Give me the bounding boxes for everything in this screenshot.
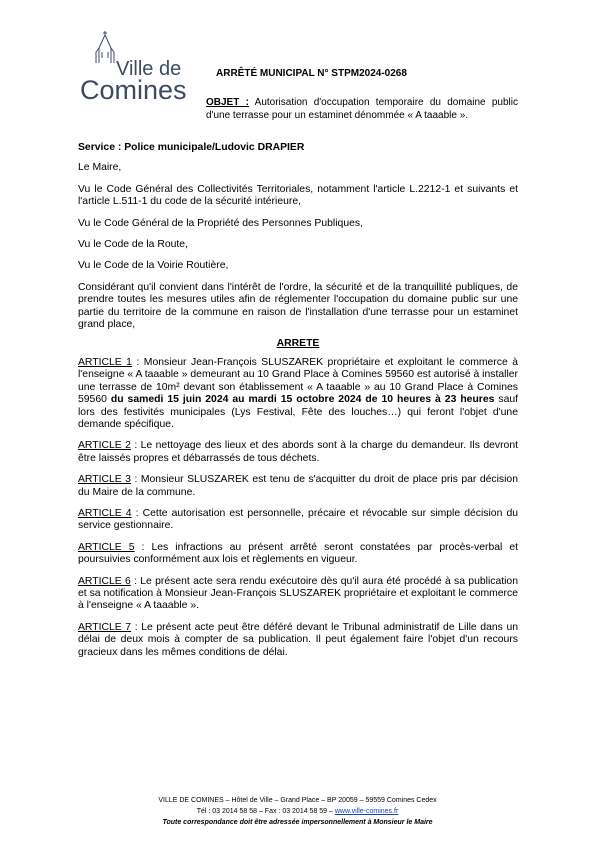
article-3 bbox=[78, 474, 518, 499]
vu-cgppp: Vu le Code Général de la Propriété des Personnes Publiques, bbox=[78, 217, 363, 229]
article-text: : Le présent acte sera rendu exécutoire dès qu'il aura été procédé à sa publication et sa notification à Monsieur Jean-François SLUSZAREK propriétaire et exploitant le commerce à l'enseigne « A taaable ». bbox=[78, 575, 518, 612]
article-text: : Monsieur Jean-François SLUSZAREK propriétaire et exploitant le commerce à l'enseigne « A taaable » demeurant au 10 Grand Place à Comines 59560 est autorisé à installer une terrasse de 10m² devant son établissement « A taaable » au 10 Grand Place à Comines 59560 bbox=[78, 356, 518, 406]
vu-cgct: Vu le Code Général des Collectivités Territoriales, notamment l'article L.2212-1 et suivants et l'article L.511-1 du code de la sécurité intérieure, bbox=[78, 183, 518, 208]
decree-body bbox=[78, 142, 518, 668]
footer-contact bbox=[0, 806, 595, 817]
article-text: : Cette autorisation est personnelle, précaire et révocable sur simple décision du service gestionnaire. bbox=[78, 507, 519, 532]
article-label: ARTICLE 3 bbox=[78, 474, 131, 486]
subject-label: OBJET : bbox=[206, 97, 249, 108]
article-text: : Le présent acte peut être déféré devant le Tribunal administratif de Lille dans un délai de deux mois à compter de sa publication. Il peut également faire l'objet d'un recours gracieux dans les mêmes conditions de délai. bbox=[78, 621, 519, 658]
footer-address: VILLE DE COMINES – Hôtel de Ville – Grand Place – BP 20059 – 59559 Comines Cedex bbox=[158, 797, 437, 804]
article-label: ARTICLE 5 bbox=[78, 541, 135, 553]
article-text: : Les infractions au présent arrêté seront constatées par procès-verbal et poursuivies conformément aux lois et règlements en vigueur. bbox=[78, 541, 519, 566]
logo-ville-de: Ville de bbox=[116, 58, 182, 80]
article-text: : Le nettoyage des lieux et des abords sont à la charge du demandeur. Ils devront être laissés propres et débarrassés de tous déchets. bbox=[78, 440, 518, 464]
article-label: ARTICLE 4 bbox=[78, 507, 132, 519]
church-steeple-icon bbox=[92, 30, 118, 64]
considerant: Considérant qu'il convient dans l'intérêt de l'ordre, la sécurité et de la tranquillité publiques, de prendre toutes les mesures utiles afin de réglementer l'occupation du domaine public sur une partie du territoire de la commune en raison de l'installation d'une terrasse pour un estaminet grand place, bbox=[78, 281, 518, 331]
logo-comines: Comines bbox=[80, 75, 187, 105]
article-text: : Monsieur SLUSZAREK est tenu de s'acquitter du droit de place pris par décision du Maire de la commune. bbox=[78, 474, 518, 498]
article-label: ARTICLE 2 bbox=[78, 440, 131, 452]
article-label: ARTICLE 7 bbox=[78, 621, 132, 633]
article-5 bbox=[78, 542, 518, 567]
decree-title: ARRÊTÉ MUNICIPAL N° STPM2024-0268 bbox=[216, 68, 407, 79]
le-maire: Le Maire, bbox=[78, 162, 122, 174]
article-1 bbox=[78, 357, 518, 431]
subject-text: Autorisation d'occupation temporaire du domaine public d'une terrasse pour un estaminet dénommée « A taaable ». bbox=[206, 97, 518, 121]
decree-subject bbox=[206, 97, 518, 122]
footer-note: Toute correspondance doit être adressée impersonnellement à Monsieur le Maire bbox=[162, 819, 433, 826]
website-link[interactable]: www.ville-comines.fr bbox=[334, 808, 399, 815]
vu-code-route: Vu le Code de la Route, bbox=[78, 239, 188, 251]
article-label: ARTICLE 1 bbox=[78, 356, 132, 368]
article-dates: du samedi 15 juin 2024 au mardi 15 octobre 2024 de 10 heures à 23 heures bbox=[110, 394, 495, 406]
article-text: sauf lors des festivités municipales (Lys Festival, Fête des louches…) qui feront l'objet d'une demande spécifique. bbox=[78, 394, 519, 430]
article-label: ARTICLE 6 bbox=[78, 575, 131, 587]
article-2 bbox=[78, 440, 518, 465]
service-line: Service : Police municipale/Ludovic DRAPIER bbox=[78, 142, 305, 153]
vu-code-voirie: Vu le Code de la Voirie Routière, bbox=[78, 260, 229, 272]
article-4 bbox=[78, 508, 518, 533]
page-footer bbox=[0, 795, 595, 828]
arrete-heading: ARRETE bbox=[276, 338, 320, 350]
article-6 bbox=[78, 576, 518, 613]
footer-phone-fax: Tél : 03 2014 58 58 – Fax : 03 2014 58 59 – bbox=[196, 808, 335, 815]
city-logo bbox=[80, 28, 200, 108]
article-7 bbox=[78, 622, 518, 659]
